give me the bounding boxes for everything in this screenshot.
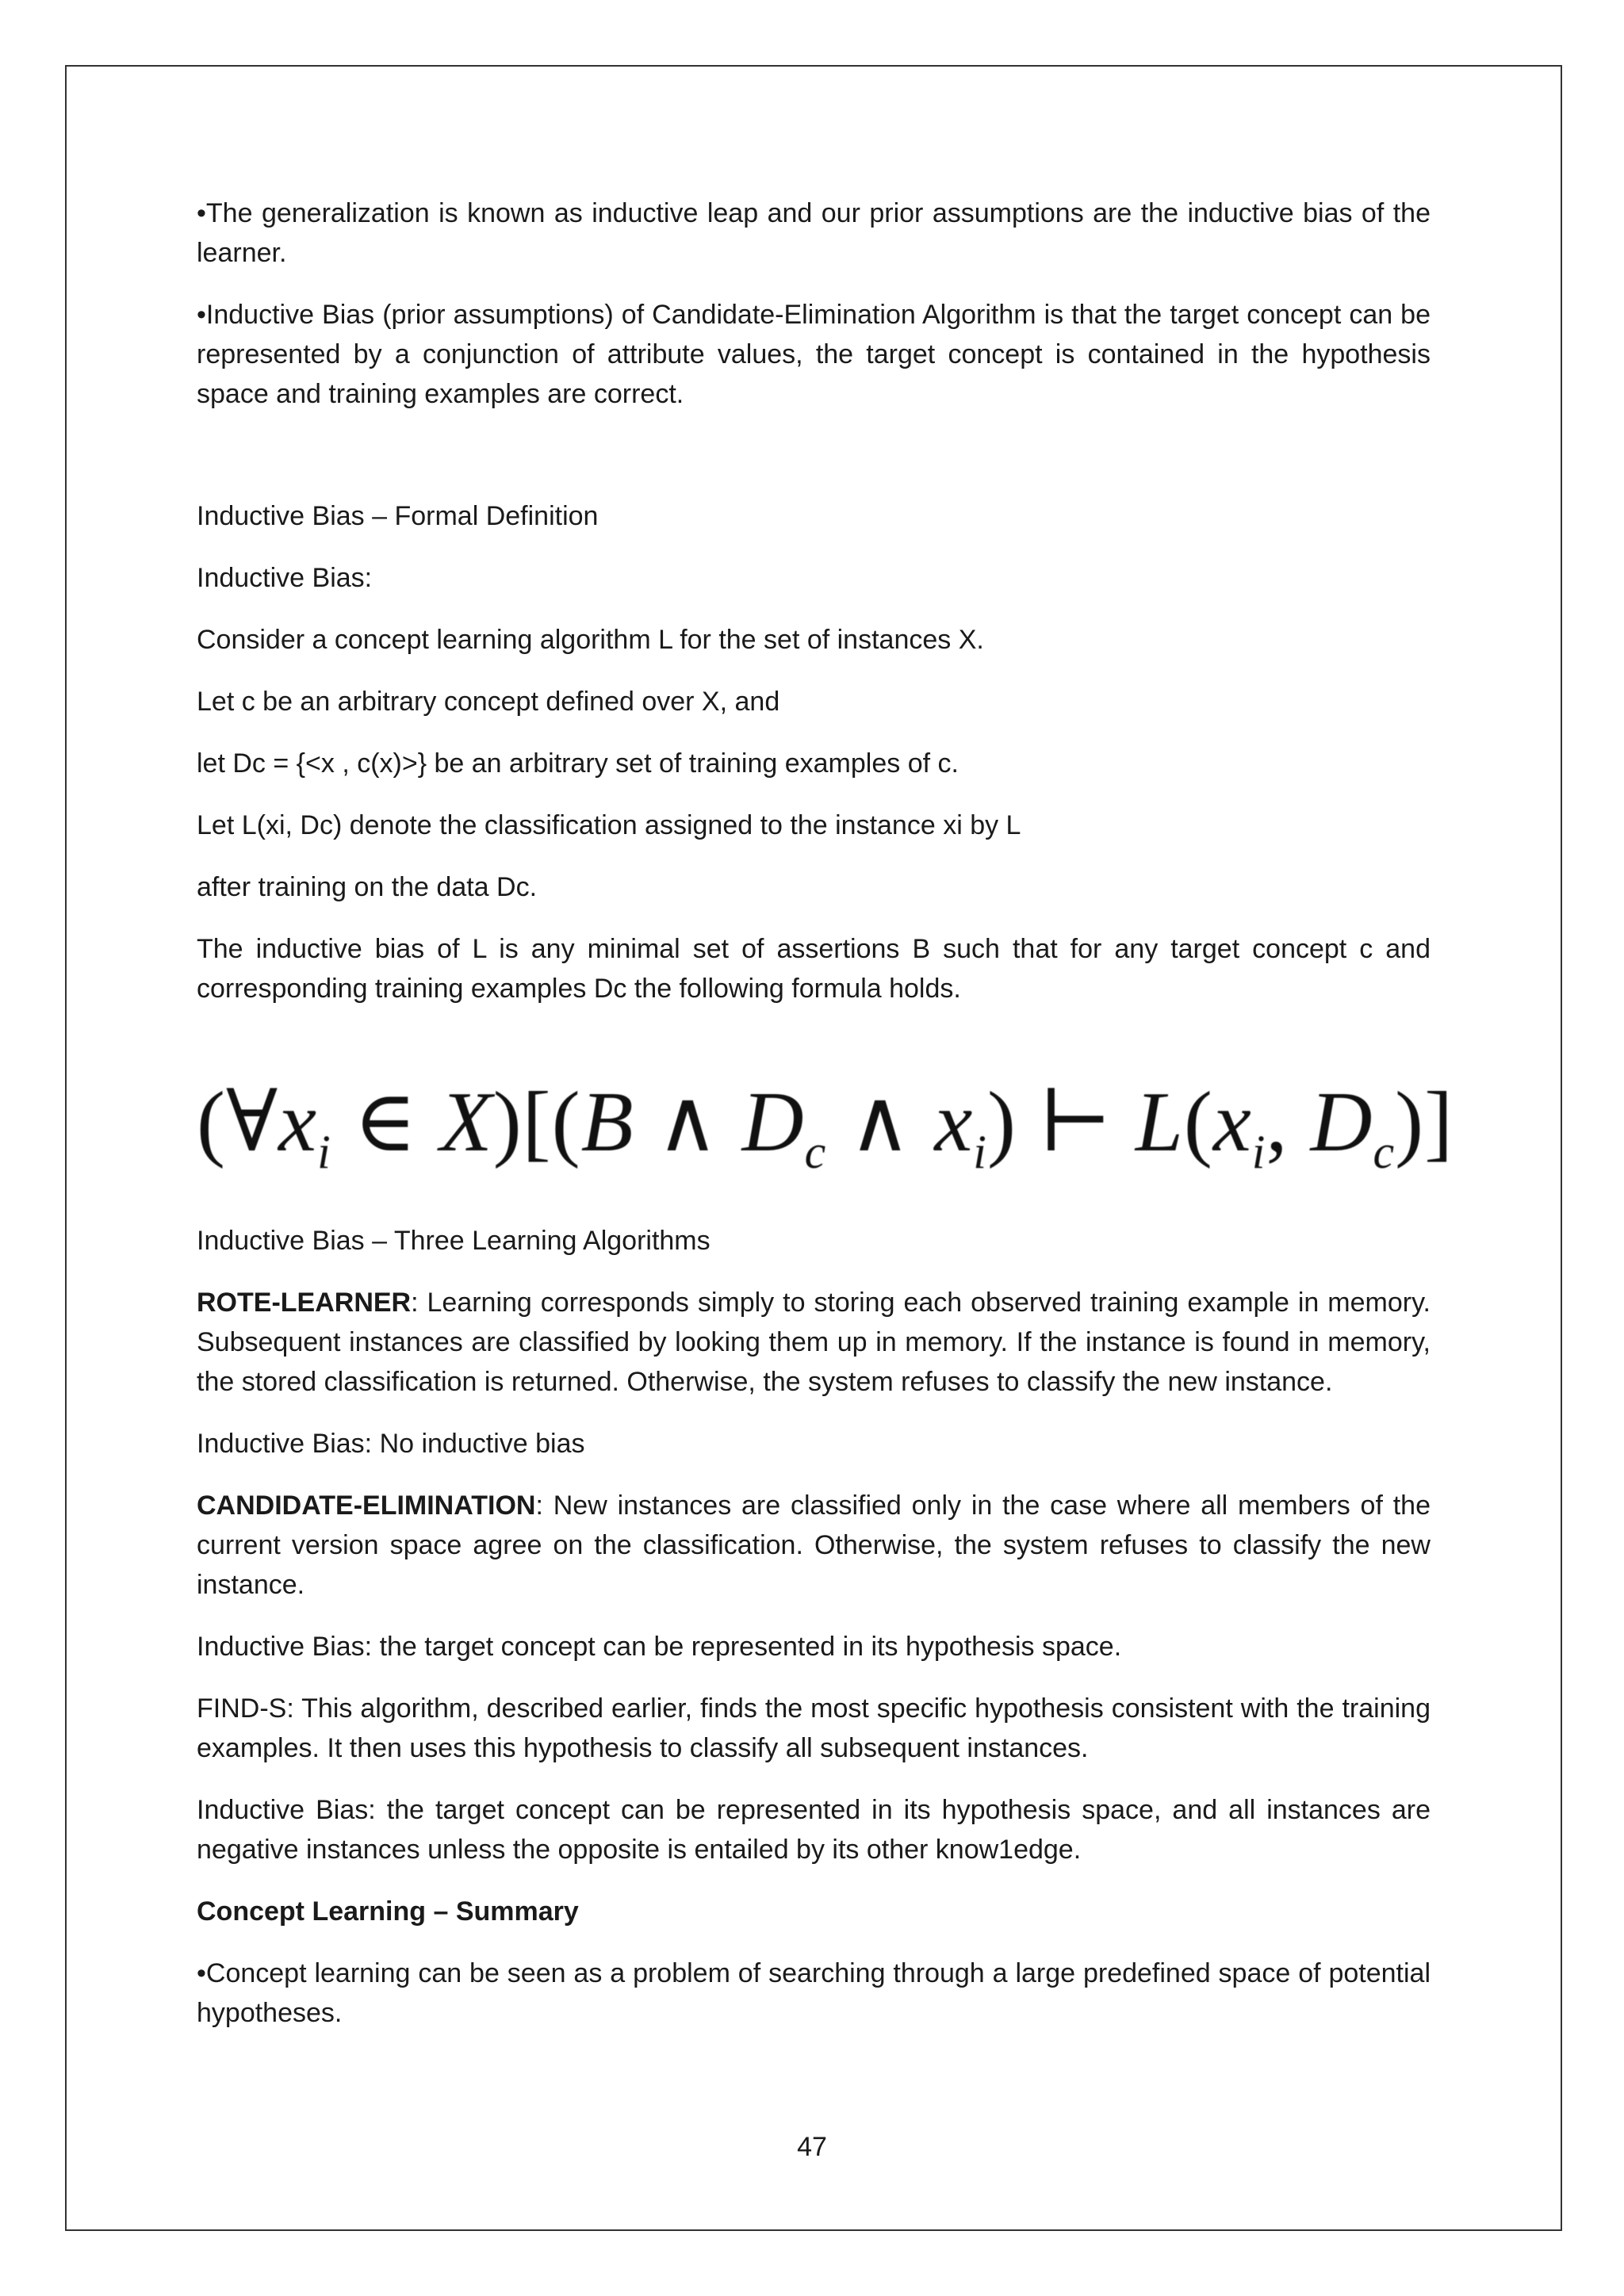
formula-sub-i: i	[1251, 1126, 1266, 1178]
inductive-bias-formula	[197, 1075, 1454, 1178]
formula-D: D	[1310, 1075, 1373, 1169]
formula-D: D	[741, 1075, 805, 1169]
formula-and: ∧	[826, 1075, 935, 1169]
paragraph-find-s: FIND-S: This algorithm, described earlier, finds the most specific hypothesis consistent with the training examples. It then uses this hypothesis to classify all subsequent instances.	[197, 1693, 1431, 1763]
term-rote-learner: ROTE-LEARNER	[197, 1288, 412, 1318]
line-let-l: Let L(xi, Dc) denote the classification assigned to the instance xi by L	[197, 810, 1021, 840]
spacer	[197, 436, 1431, 496]
label-inductive-bias: Inductive Bias:	[197, 563, 373, 593]
line-after-training: after training on the data Dc.	[197, 872, 538, 902]
formula-open-paren: (	[197, 1075, 226, 1169]
candidate-elimination-bias: Inductive Bias: the target concept can be represented in its hypothesis space.	[197, 1632, 1122, 1662]
heading-three-learning-algorithms: Inductive Bias – Three Learning Algorithms	[197, 1226, 710, 1256]
paragraph-inductive-leap: •The generalization is known as inductive leap and our prior assumptions are the inductive bias of the learner.	[197, 198, 1431, 268]
line-let-c: Let c be an arbitrary concept defined over X, and	[197, 687, 780, 717]
formula-x: x	[934, 1075, 974, 1169]
rote-learner-description: : Learning corresponds simply to storing each observed training example in memory. Subsequent instances are classified by looking them up in memory. If the instance is found in memory, the stored classification is returned. Otherwise, the system refuses to classify the new instance.	[197, 1288, 1431, 1397]
formula-sub-i: i	[973, 1126, 987, 1178]
formula-X: X	[439, 1075, 493, 1169]
formula-and: ∧	[634, 1075, 742, 1169]
formula-comma: ,	[1266, 1075, 1311, 1169]
formula-brackets: )[(	[492, 1075, 581, 1169]
formula-close-brackets: )]	[1395, 1075, 1454, 1169]
page-number: 47	[797, 2132, 827, 2162]
heading-formal-definition: Inductive Bias – Formal Definition	[197, 501, 599, 531]
formula-element-of: ∈	[331, 1075, 440, 1169]
line-consider: Consider a concept learning algorithm L for the set of instances X.	[197, 625, 984, 655]
paragraph-bias-definition: The inductive bias of L is any minimal set of assertions B such that for any target concept c and corresponding training examples Dc the following formula holds.	[197, 934, 1431, 1004]
formula-forall: ∀	[225, 1075, 279, 1169]
formula-x: x	[1212, 1075, 1252, 1169]
heading-concept-learning-summary	[197, 1892, 1431, 1931]
line-let-dc: let Dc = {<x , c(x)>} be an arbitrary set of training examples of c.	[197, 748, 959, 779]
paragraph-summary-searching: •Concept learning can be seen as a problem of searching through a large predefined space of potential hypotheses.	[197, 1958, 1431, 2028]
formula-sub-c: c	[1373, 1126, 1396, 1178]
summary-heading-text: Concept Learning – Summary	[197, 1896, 579, 1927]
paragraph-candidate-elimination-bias: •Inductive Bias (prior assumptions) of Candidate-Elimination Algorithm is that the target concept can be represented by a conjunction of attribute values, the target concept is contained in the hypothesis space and training examples are correct.	[197, 300, 1431, 409]
find-s-bias: Inductive Bias: the target concept can be represented in its hypothesis space, and all instances are negative instances unless the opposite is entailed by its other know1edge.	[197, 1795, 1431, 1865]
formula-turnstile: ) ⊢	[986, 1075, 1136, 1169]
formula-L: L	[1135, 1075, 1184, 1169]
formula-sub-i: i	[317, 1126, 331, 1178]
paragraph-candidate-elimination	[197, 1486, 1431, 1605]
term-candidate-elimination: CANDIDATE-ELIMINATION	[197, 1490, 536, 1521]
formula-sub-c: c	[804, 1126, 827, 1178]
candidate-elimination-description: : New instances are classified only in the case where all members of the current version space agree on the classification. Otherwise, the system refuses to classify the new instance.	[197, 1490, 1431, 1600]
formula-open-paren: (	[1183, 1075, 1213, 1169]
paragraph-rote-learner	[197, 1283, 1431, 1402]
formula-x: x	[278, 1075, 318, 1169]
rote-learner-bias: Inductive Bias: No inductive bias	[197, 1429, 585, 1459]
formula-B: B	[580, 1075, 634, 1169]
document-body	[197, 193, 1454, 2055]
